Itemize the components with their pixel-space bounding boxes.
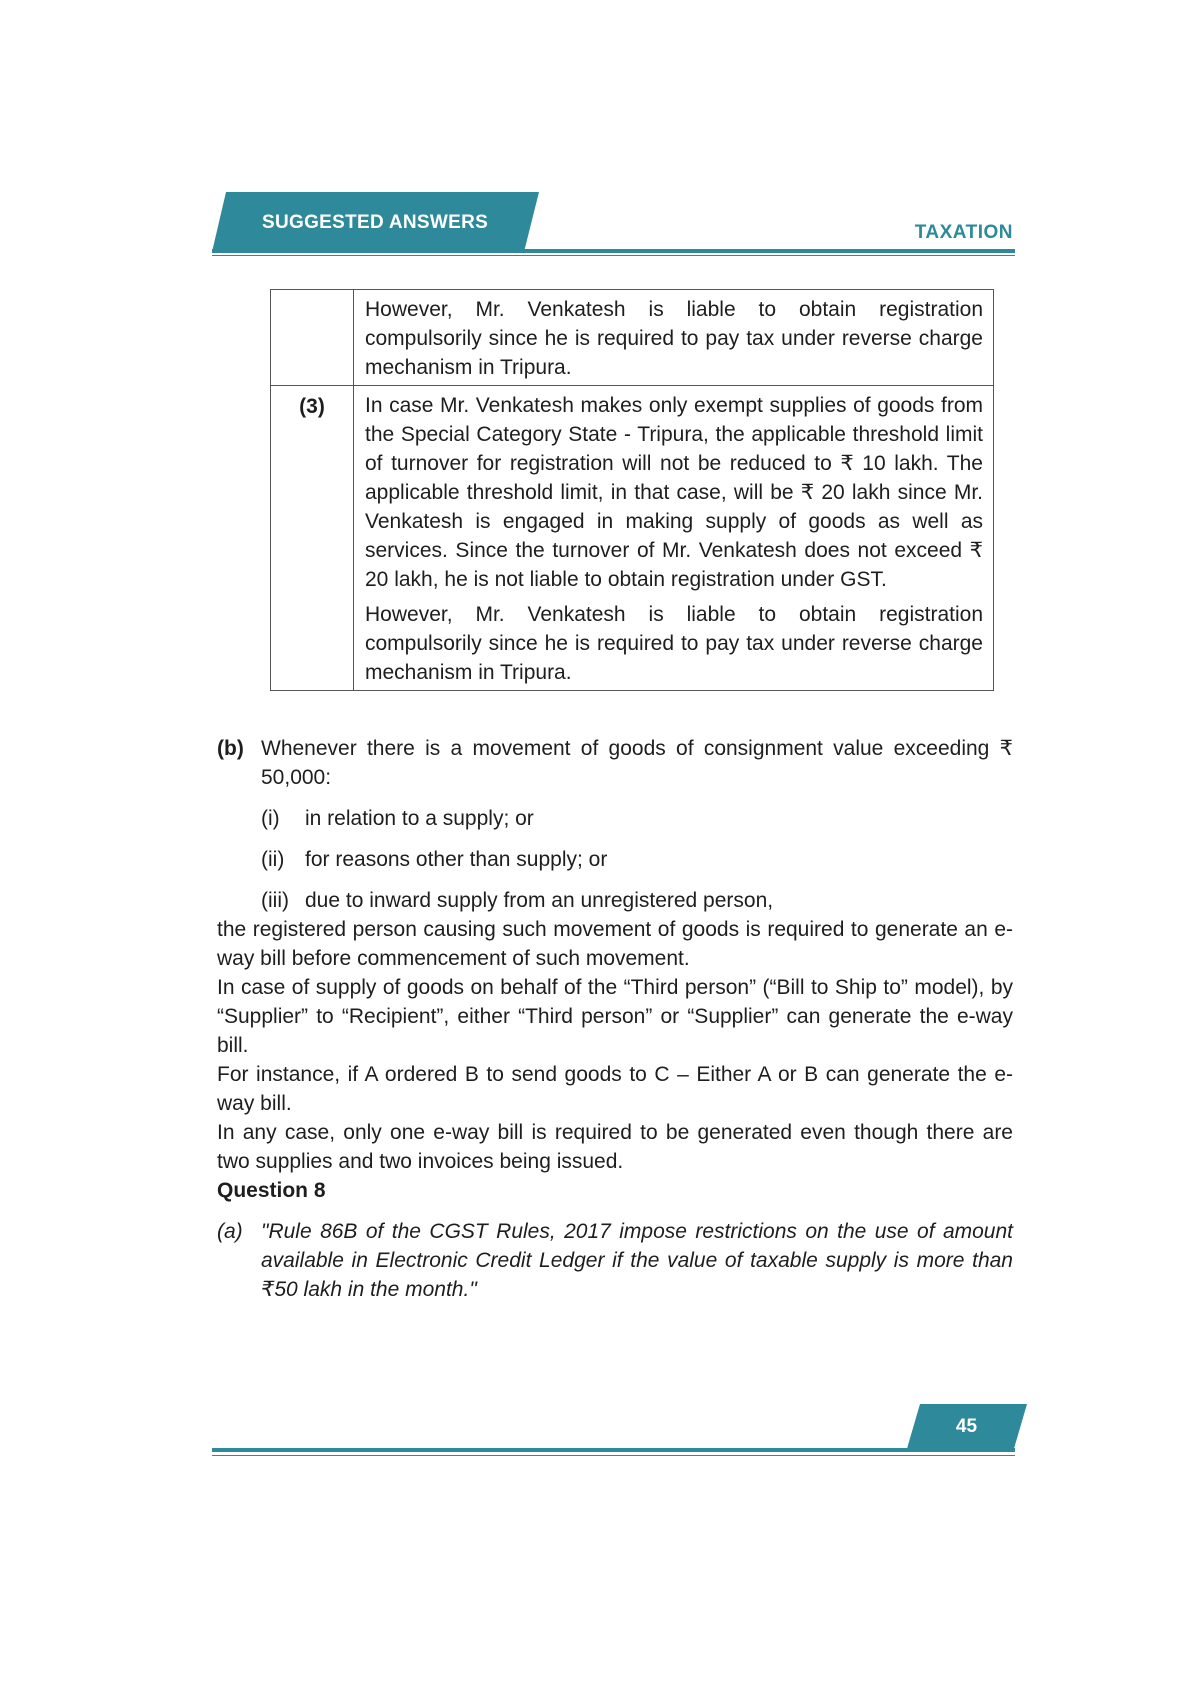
- paragraph: the registered person causing such movement of goods is required to generate an e-way bill before commencement of such movement.: [217, 918, 1013, 970]
- question-part-a-text: "Rule 86B of the CGST Rules, 2017 impose restrictions on the use of amount available in Electronic Credit Ledger if the value of taxable supply is more than ₹50 lakh in the month.": [261, 1220, 1013, 1301]
- subject-title: TAXATION: [914, 222, 1013, 243]
- part-b-intro: Whenever there is a movement of goods of consignment value exceeding ₹ 50,000:: [261, 737, 1013, 789]
- list-item-label: (i): [261, 807, 280, 830]
- list-item-text: in relation to a supply; or: [305, 807, 534, 830]
- header-rule: [212, 249, 1015, 253]
- row-paragraph: However, Mr. Venkatesh is liable to obtain registration compulsorily since he is required to pay tax under reverse charge mechanism in Tripura.: [365, 603, 983, 684]
- header-rule-thin: [212, 255, 1015, 256]
- list-item: [261, 804, 1013, 833]
- page-number: 45: [955, 1416, 978, 1437]
- paragraph: For instance, if A ordered B to send goods to C – Either A or B can generate the e-way bill.: [217, 1063, 1013, 1115]
- section-label: SUGGESTED ANSWERS: [262, 212, 489, 233]
- row-number: (3): [271, 386, 354, 691]
- list-item: [261, 845, 1013, 874]
- list-item-label: (iii): [261, 889, 289, 912]
- table-row: [271, 386, 994, 691]
- row-number: [271, 290, 354, 386]
- main-content: [217, 734, 1013, 1304]
- row-paragraph: In case Mr. Venkatesh makes only exempt supplies of goods from the Special Category State - Tripura, the applicable threshold limit of turnover for registration will not be reduced to ₹ 10 lakh. The applicable threshold limit, in that case, will be ₹ 20 lakh since Mr. Venkatesh is engaged in making supply of goods as well as services. Since the turnover of Mr. Venkatesh does not exceed ₹ 20 lakh, he is not liable to obtain registration under GST.: [365, 394, 983, 591]
- paragraph: In case of supply of goods on behalf of the “Third person” (“Bill to Ship to” model), by “Supplier” to “Recipient”, either “Third person” or “Supplier” can generate the e-way bill.: [217, 976, 1013, 1057]
- question-part-a: [217, 1217, 1013, 1304]
- list-item-text: due to inward supply from an unregistered person,: [305, 889, 774, 912]
- row-paragraph: However, Mr. Venkatesh is liable to obtain registration compulsorily since he is required to pay tax under reverse charge mechanism in Tripura.: [365, 298, 983, 379]
- footer-rule-thin: [212, 1455, 1015, 1456]
- row-text: [354, 386, 994, 691]
- paragraph: In any case, only one e-way bill is required to be generated even though there are two supplies and two invoices being issued.: [217, 1121, 1013, 1173]
- part-b: [217, 734, 1013, 792]
- list-item: [261, 886, 1013, 915]
- footer-rule: [212, 1448, 1015, 1452]
- table-row: [271, 290, 994, 386]
- list-item-label: (ii): [261, 848, 285, 871]
- list-item-text: for reasons other than supply; or: [305, 848, 608, 871]
- answer-table: [270, 289, 994, 691]
- question-part-a-label: (a): [217, 1220, 243, 1243]
- question-heading: Question 8: [217, 1179, 326, 1202]
- part-b-label: (b): [217, 737, 244, 760]
- row-text: [354, 290, 994, 386]
